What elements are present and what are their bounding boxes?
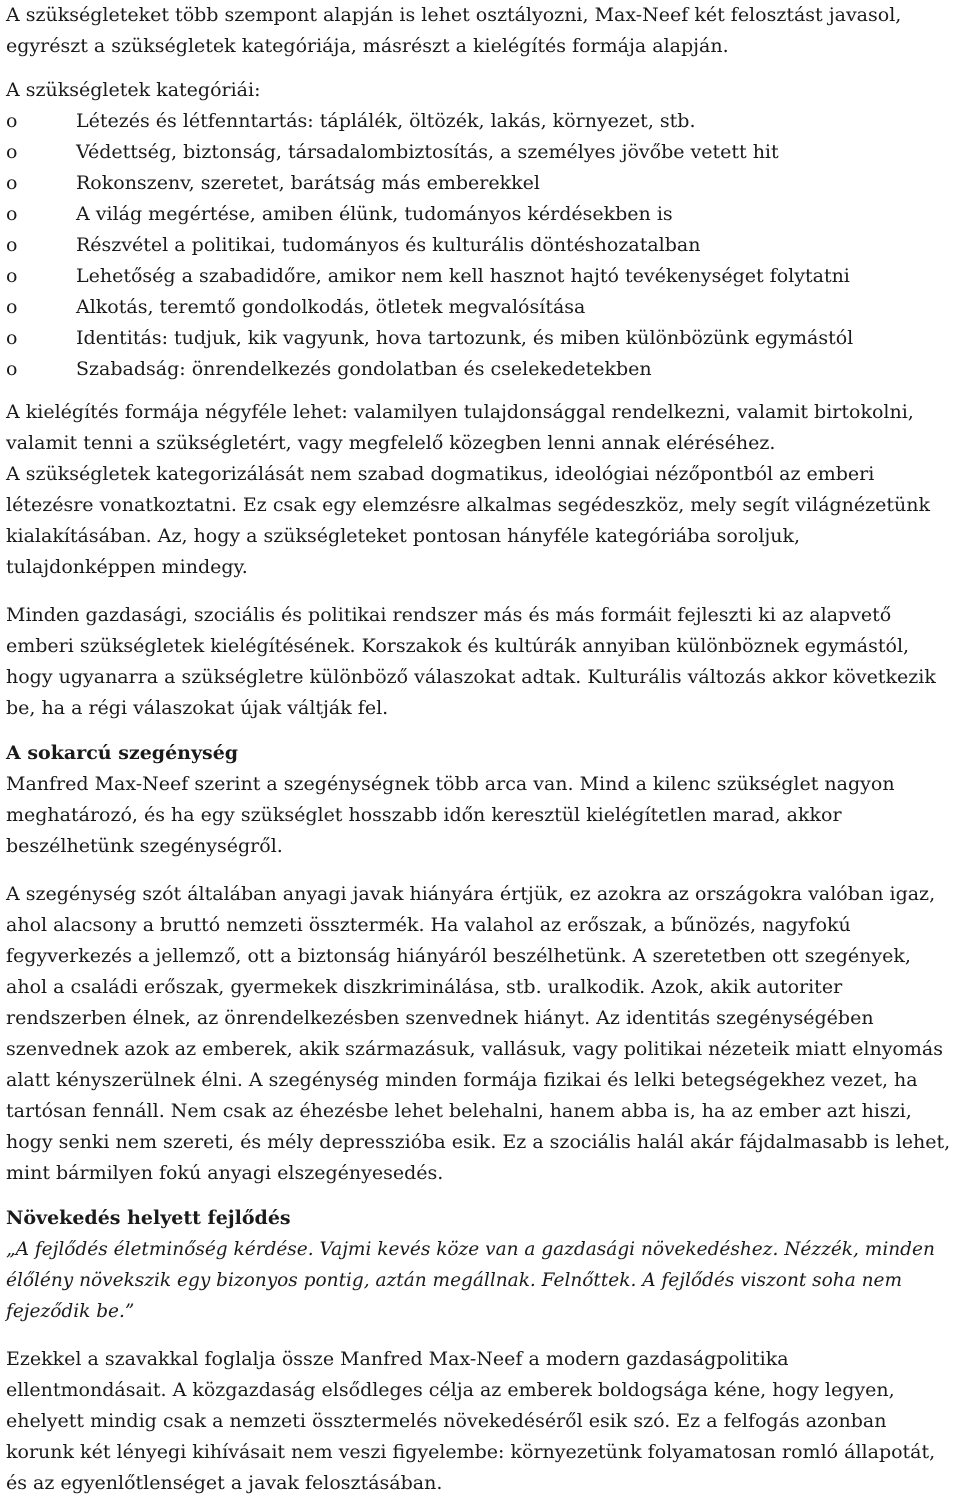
bullet: o xyxy=(6,358,18,380)
satisfaction-paragraph: A kielégítés formája négyféle lehet: valamilyen tulajdonsággal rendelkezni, valamit birtokolni, valamit tenni a szükségletért, vagy megfelelő közegben lenni annak eléréséhez. xyxy=(6,401,914,454)
list-item-text: Szabadság: önrendelkezés gondolatban és cselekedetekben xyxy=(76,358,652,380)
bullet: o xyxy=(6,110,18,132)
development-quote: „A fejlődés életminőség kérdése. Vajmi kevés köze van a gazdasági növekedéshez. Nézzék, minden élőlény növekszik egy bizonyos pontig, aztán megállnak. Felnőttek. A fejlődés viszont soha nem fejeződik be.” xyxy=(6,1239,935,1322)
bullet: o xyxy=(6,265,18,287)
development-paragraph: Ezekkel a szavakkal foglalja össze Manfred Max-Neef a modern gazdaságpolitika ellentmondásait. A közgazdaság elsődleges célja az emberek boldogsága kéne, hogy legyen, ehelyett mindig csak a nemzeti össztermelés növekedéséről esik szó. Ez a felfogás azonban korunk két lényegi kihívásait nem veszi figyelembe: környezetünk folyamatosan romló állapotát, és az egyenlőtlenséget a javak felosztásában. xyxy=(6,1348,936,1494)
list-item-text: Alkotás, teremtő gondolkodás, ötletek megvalósítása xyxy=(76,296,586,318)
poverty-paragraph-2: A szegénység szót általában anyagi javak hiányára értjük, ez azokra az országokra valóban igaz, ahol alacsony a bruttó nemzeti össztermék. Ha valahol az erőszak, a bűnözés, nagyfokú fegyverkezés a jellemző, ott a biztonság hiányáról beszélhetünk. A szeretetben ott szegények, ahol a családi erőszak, gyermekek diszkriminálása, stb. uralkodik. Azok, akik autoriter rendszerben élnek, az önrendelkezésben szenvednek hiányt. Az identitás szegénységében szenvednek azok az emberek, akik származásuk, vallásuk, vagy politikai nézeteik miatt elnyomás alatt kényszerülnek élni. A szegénység minden formája fizikai és lelki betegségekhez vezet, ha tartósan fennáll. Nem csak az éhezésbe lehet belehalni, hanem abba is, ha az ember azt hiszi, hogy senki nem szereti, és mély depresszióba esik. Ez a szociális halál akár fájdalmasabb is lehet, mint bármilyen fokú anyagi elszegényesedés. xyxy=(6,883,951,1184)
list-item-text: Létezés és létfenntartás: táplálék, öltözék, lakás, környezet, stb. xyxy=(76,110,696,132)
list-item xyxy=(6,106,954,137)
systems-paragraph: Minden gazdasági, szociális és politikai rendszer más és más formáit fejleszti ki az alapvető emberi szükségletek kielégítésének. Korszakok és kultúrák annyiban különböznek egymástól, hogy ugyanarra a szükségletre különböző válaszokat adtak. Kulturális változás akkor következik be, ha a régi válaszokat újak váltják fel. xyxy=(6,604,936,719)
list-item xyxy=(6,323,954,354)
list-item-text: Rokonszenv, szeretet, barátság más emberekkel xyxy=(76,172,540,194)
list-item-text: Identitás: tudjuk, kik vagyunk, hova tartozunk, és miben különbözünk egymástól xyxy=(76,327,854,349)
list-item xyxy=(6,230,954,261)
list-item-text: Részvétel a politikai, tudományos és kulturális döntéshozatalban xyxy=(76,234,701,256)
list-item xyxy=(6,168,954,199)
bullet: o xyxy=(6,141,18,163)
needs-list xyxy=(6,106,954,385)
list-item xyxy=(6,199,954,230)
bullet: o xyxy=(6,327,18,349)
list-item xyxy=(6,292,954,323)
bullet: o xyxy=(6,172,18,194)
development-heading: Növekedés helyett fejlődés xyxy=(6,1207,291,1229)
list-item-text: A világ megértése, amiben élünk, tudományos kérdésekben is xyxy=(76,203,673,225)
list-item-text: Védettség, biztonság, társadalombiztosítás, a személyes jövőbe vetett hit xyxy=(76,141,779,163)
list-item xyxy=(6,354,954,385)
list-item xyxy=(6,261,954,292)
poverty-heading: A sokarcú szegénység xyxy=(6,742,239,764)
bullet: o xyxy=(6,203,18,225)
categorization-paragraph: A szükségletek kategorizálását nem szabad dogmatikus, ideológiai nézőpontból az emberi létezésre vonatkoztatni. Ez csak egy elemzésre alkalmas segédeszköz, mely segít világnézetünk kialakításában. Az, hogy a szükségleteket pontosan hányféle kategóriába soroljuk, tulajdonképpen mindegy. xyxy=(6,463,931,578)
bullet: o xyxy=(6,296,18,318)
bullet: o xyxy=(6,234,18,256)
poverty-paragraph-1: Manfred Max-Neef szerint a szegénységnek több arca van. Mind a kilenc szükséglet nagyon meghatározó, és ha egy szükséglet hosszabb időn keresztül kielégítetlen marad, akkor beszélhetünk szegénységről. xyxy=(6,773,895,857)
categories-title: A szükségletek kategóriái: xyxy=(6,79,261,101)
list-item-text: Lehetőség a szabadidőre, amikor nem kell hasznot hajtó tevékenységet folytatni xyxy=(76,265,850,287)
intro-paragraph: A szükségleteket több szempont alapján is lehet osztályozni, Max-Neef két felosztást javasol, egyrészt a szükségletek kategóriája, másrészt a kielégítés formája alapján. xyxy=(6,4,902,57)
list-item xyxy=(6,137,954,168)
